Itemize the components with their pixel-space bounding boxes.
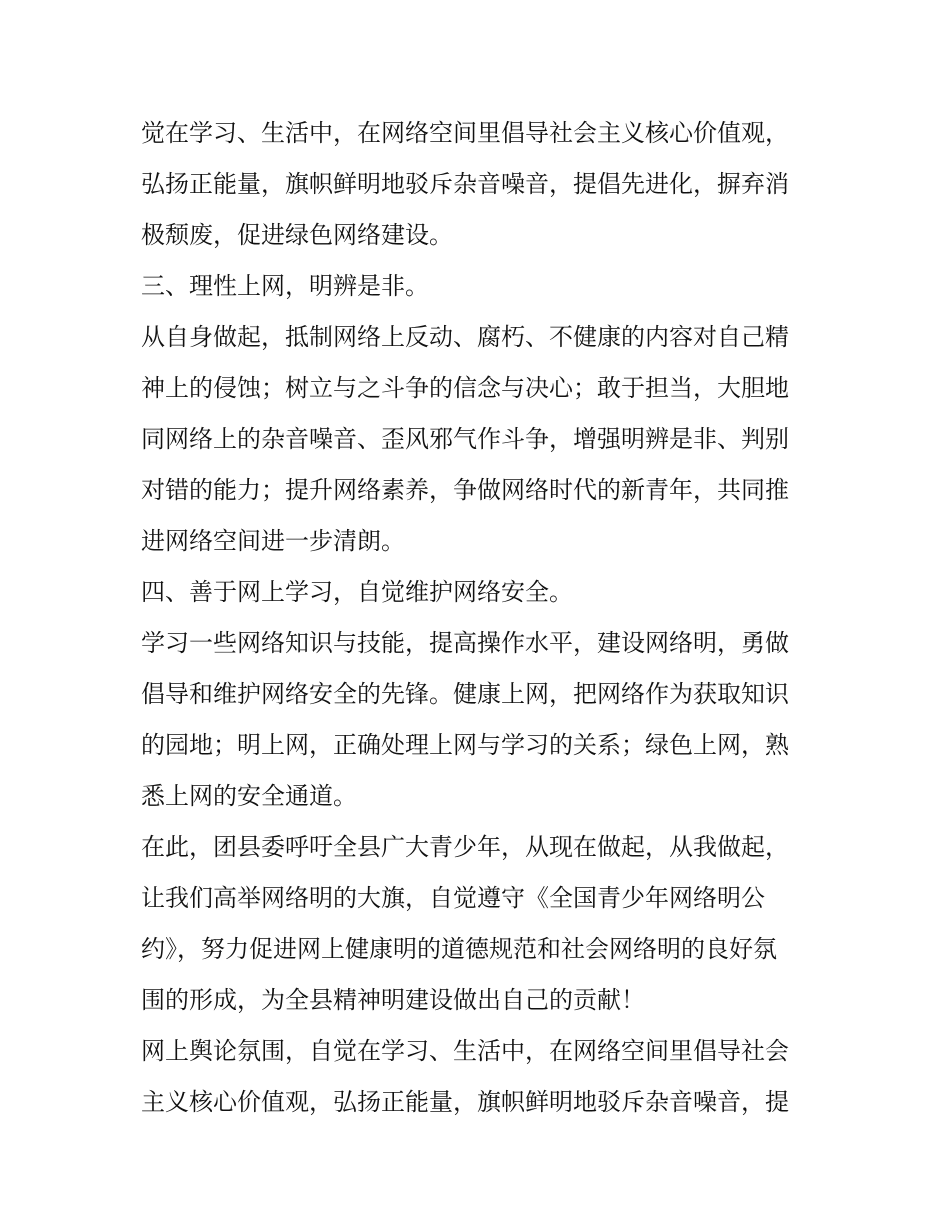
body-line: 弘扬正能量，旗帜鲜明地驳斥杂音噪音，提倡先进化，摒弃消 [141,170,789,198]
body-line: 神上的侵蚀；树立与之斗争的信念与决心；敢于担当，大胆地 [141,374,789,402]
body-line: 悉上网的安全通道。 [141,782,357,810]
body-line: 进网络空间进一步清朗。 [141,527,405,555]
body-line: 对错的能力；提升网络素养，争做网络时代的新青年，共同推 [141,476,789,504]
body-line: 约》，努力促进网上健康明的道德规范和社会网络明的良好氛 [141,935,777,963]
body-line: 网上舆论氛围，自觉在学习、生活中，在网络空间里倡导社会 [141,1037,789,1065]
body-line: 学习一些网络知识与技能，提高操作水平，建设网络明，勇做 [141,629,789,657]
body-line: 极颓废，促进绿色网络建设。 [141,221,453,249]
body-line: 围的形成，为全县精神明建设做出自己的贡献！ [141,986,645,1014]
body-line: 从自身做起，抵制网络上反动、腐朽、不健康的内容对自己精 [141,323,789,351]
body-line: 让我们高举网络明的大旗，自觉遵守《全国青少年网络明公 [141,884,765,912]
body-line: 主义核心价值观，弘扬正能量，旗帜鲜明地驳斥杂音噪音，提 [141,1088,789,1116]
body-line: 倡导和维护网络安全的先锋。健康上网，把网络作为获取知识 [141,680,789,708]
section-heading: 四、善于网上学习，自觉维护网络安全。 [141,578,573,606]
body-line: 同网络上的杂音噪音、歪风邪气作斗争，增强明辨是非、判别 [141,425,789,453]
document-body [141,108,821,1128]
body-line: 觉在学习、生活中，在网络空间里倡导社会主义核心价值观， [141,119,789,147]
body-line: 的园地；明上网，正确处理上网与学习的关系；绿色上网，熟 [141,731,789,759]
section-heading: 三、理性上网，明辨是非。 [141,272,429,300]
body-line: 在此，团县委呼吁全县广大青少年，从现在做起，从我做起， [141,833,789,861]
